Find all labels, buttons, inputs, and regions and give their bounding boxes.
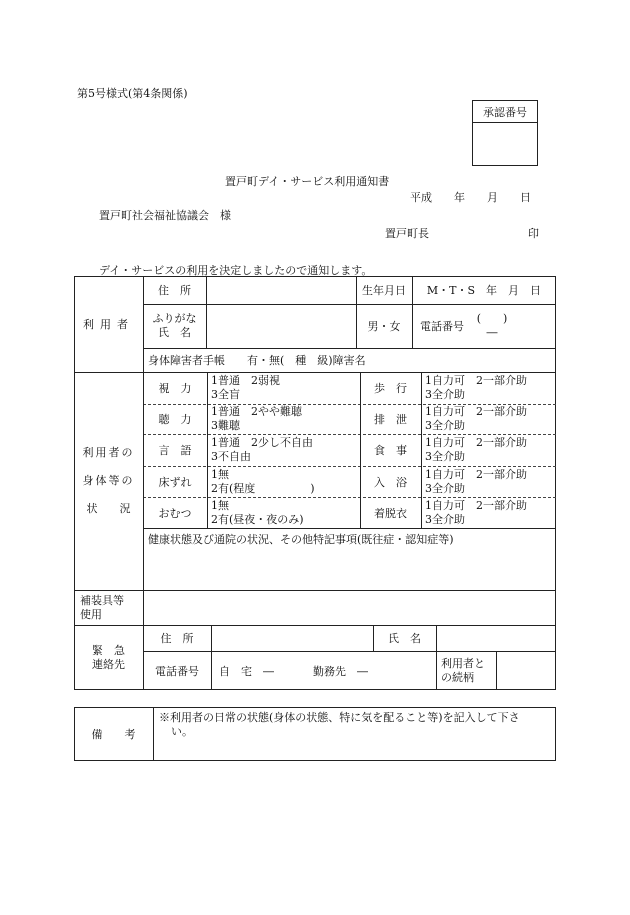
speech-opt2: 3不自由 (211, 450, 251, 463)
approval-number-label: 承認番号 (483, 105, 527, 119)
excretion-opt2: 3全介助 (425, 419, 465, 432)
name-label-text: 氏 名 (158, 326, 191, 339)
condition-options-vision (211, 372, 280, 404)
form-number: 第5号様式(第4条関係) (77, 87, 188, 100)
emergency-name-label: 氏 名 (388, 632, 421, 645)
seal-mark: 印 (528, 227, 539, 240)
user-section-label: 利用者 (83, 318, 134, 331)
condition-label-2: 身体等の (82, 474, 135, 487)
condition-label-meal: 食 事 (374, 444, 407, 457)
emergency-phone-label: 電話番号 (155, 664, 199, 678)
condition-label-dressing: 着脱衣 (374, 506, 407, 520)
remarks-text-1: ※利用者の日常の状態(身体の状態、特に気を配ること等)を記入して下さ (159, 711, 520, 724)
health-status-label: 健康状態及び通院の状況、その他特記事項(既往症・認知症等) (148, 533, 454, 546)
meal-opt2: 3全介助 (425, 450, 465, 463)
diaper-opt1: 1無 (211, 498, 229, 512)
diaper-opt2: 2有(昼夜・夜のみ) (211, 512, 304, 526)
condition-label-hearing: 聴 力 (158, 413, 192, 426)
emergency-work-phone: 勤務先 ― (313, 664, 368, 678)
sender: 置戸町長 (385, 227, 429, 240)
condition-options-hearing (211, 404, 302, 434)
bedsore-opt1: 1無 (211, 467, 229, 481)
meal-opt1: 1自力可 2一部介助 (425, 436, 527, 449)
walking-opt2: 3全介助 (425, 388, 465, 401)
condition-options-meal (425, 434, 527, 466)
walking-opt1: 1自力可 2一部介助 (425, 374, 527, 387)
condition-label-bathing: 入 浴 (374, 475, 407, 489)
speech-opt1: 1普通 2少し不自由 (211, 436, 313, 449)
condition-options-diaper (211, 497, 304, 528)
condition-section-label (74, 372, 143, 590)
name-label (143, 304, 206, 348)
address-label: 住 所 (158, 284, 191, 297)
phone-dash: ― (486, 326, 498, 339)
condition-options-walking (425, 372, 527, 404)
remarks-text (159, 711, 520, 739)
disability-certificate: 身体障害者手帳 有・無( 種 級)障害名 (148, 354, 366, 367)
condition-label-vision: 視 力 (158, 382, 192, 395)
condition-label-3: 状 況 (86, 502, 131, 515)
relation-label-2: の続柄 (441, 670, 474, 684)
relation-label-1: 利用者と (441, 656, 485, 670)
dressing-opt1: 1自力可 2一部介助 (425, 498, 527, 512)
condition-label-walking: 歩 行 (374, 382, 407, 395)
hearing-opt2: 3難聴 (211, 419, 240, 432)
document-title: 置戸町デイ・サービス利用通知書 (225, 175, 390, 188)
birth-date-value: M・T・S 年 月 日 (426, 284, 542, 297)
equipment-label (80, 590, 124, 625)
bathing-opt2: 3全介助 (425, 481, 465, 495)
emergency-home-phone: 自 宅 ― (219, 664, 274, 678)
emergency-relation-label (441, 651, 485, 690)
birth-date-label: 生年月日 (362, 284, 406, 297)
bathing-opt1: 1自力可 2一部介助 (425, 467, 527, 481)
phone-label: 電話番号 (420, 320, 464, 333)
hearing-opt1: 1普通 2やや難聴 (211, 405, 302, 418)
bedsore-opt2: 2有(程度 ) (211, 481, 315, 495)
condition-options-bathing (425, 466, 527, 497)
emergency-contact-label (74, 625, 143, 690)
excretion-opt1: 1自力可 2一部介助 (425, 405, 527, 418)
equipment-label-2: 使用 (80, 607, 102, 621)
condition-options-dressing (425, 497, 527, 528)
furigana-label: ふりがな (152, 312, 197, 325)
remarks-label: 備 考 (91, 728, 136, 741)
condition-label-diaper: おむつ (158, 506, 192, 520)
vision-opt2: 3全盲 (211, 388, 240, 401)
phone-value (472, 304, 512, 348)
condition-label-bedsore: 床ずれ (158, 475, 192, 489)
emergency-label-2: 連絡先 (92, 657, 125, 671)
condition-options-excretion (425, 404, 527, 434)
condition-options-bedsore (211, 466, 315, 497)
condition-options-speech (211, 434, 313, 466)
notice-text: デイ・サービスの利用を決定しましたので通知します。 (99, 264, 373, 277)
condition-label-1: 利用者の (82, 446, 135, 459)
emergency-address-label: 住 所 (160, 632, 194, 645)
vision-opt1: 1普通 2弱視 (211, 374, 280, 387)
condition-label-speech: 言 語 (158, 444, 192, 457)
date-line: 平成 年 月 日 (410, 191, 531, 204)
addressee: 置戸町社会福祉協議会 様 (99, 209, 231, 222)
dressing-opt2: 3全介助 (425, 512, 465, 526)
condition-label-excretion: 排 泄 (374, 413, 407, 426)
remarks-text-2: い。 (171, 725, 193, 738)
phone-area-code: ( ) (476, 312, 508, 325)
gender-select: 男・女 (367, 320, 401, 333)
emergency-label-1: 緊 急 (92, 643, 125, 657)
equipment-label-1: 補装具等 (80, 593, 124, 607)
